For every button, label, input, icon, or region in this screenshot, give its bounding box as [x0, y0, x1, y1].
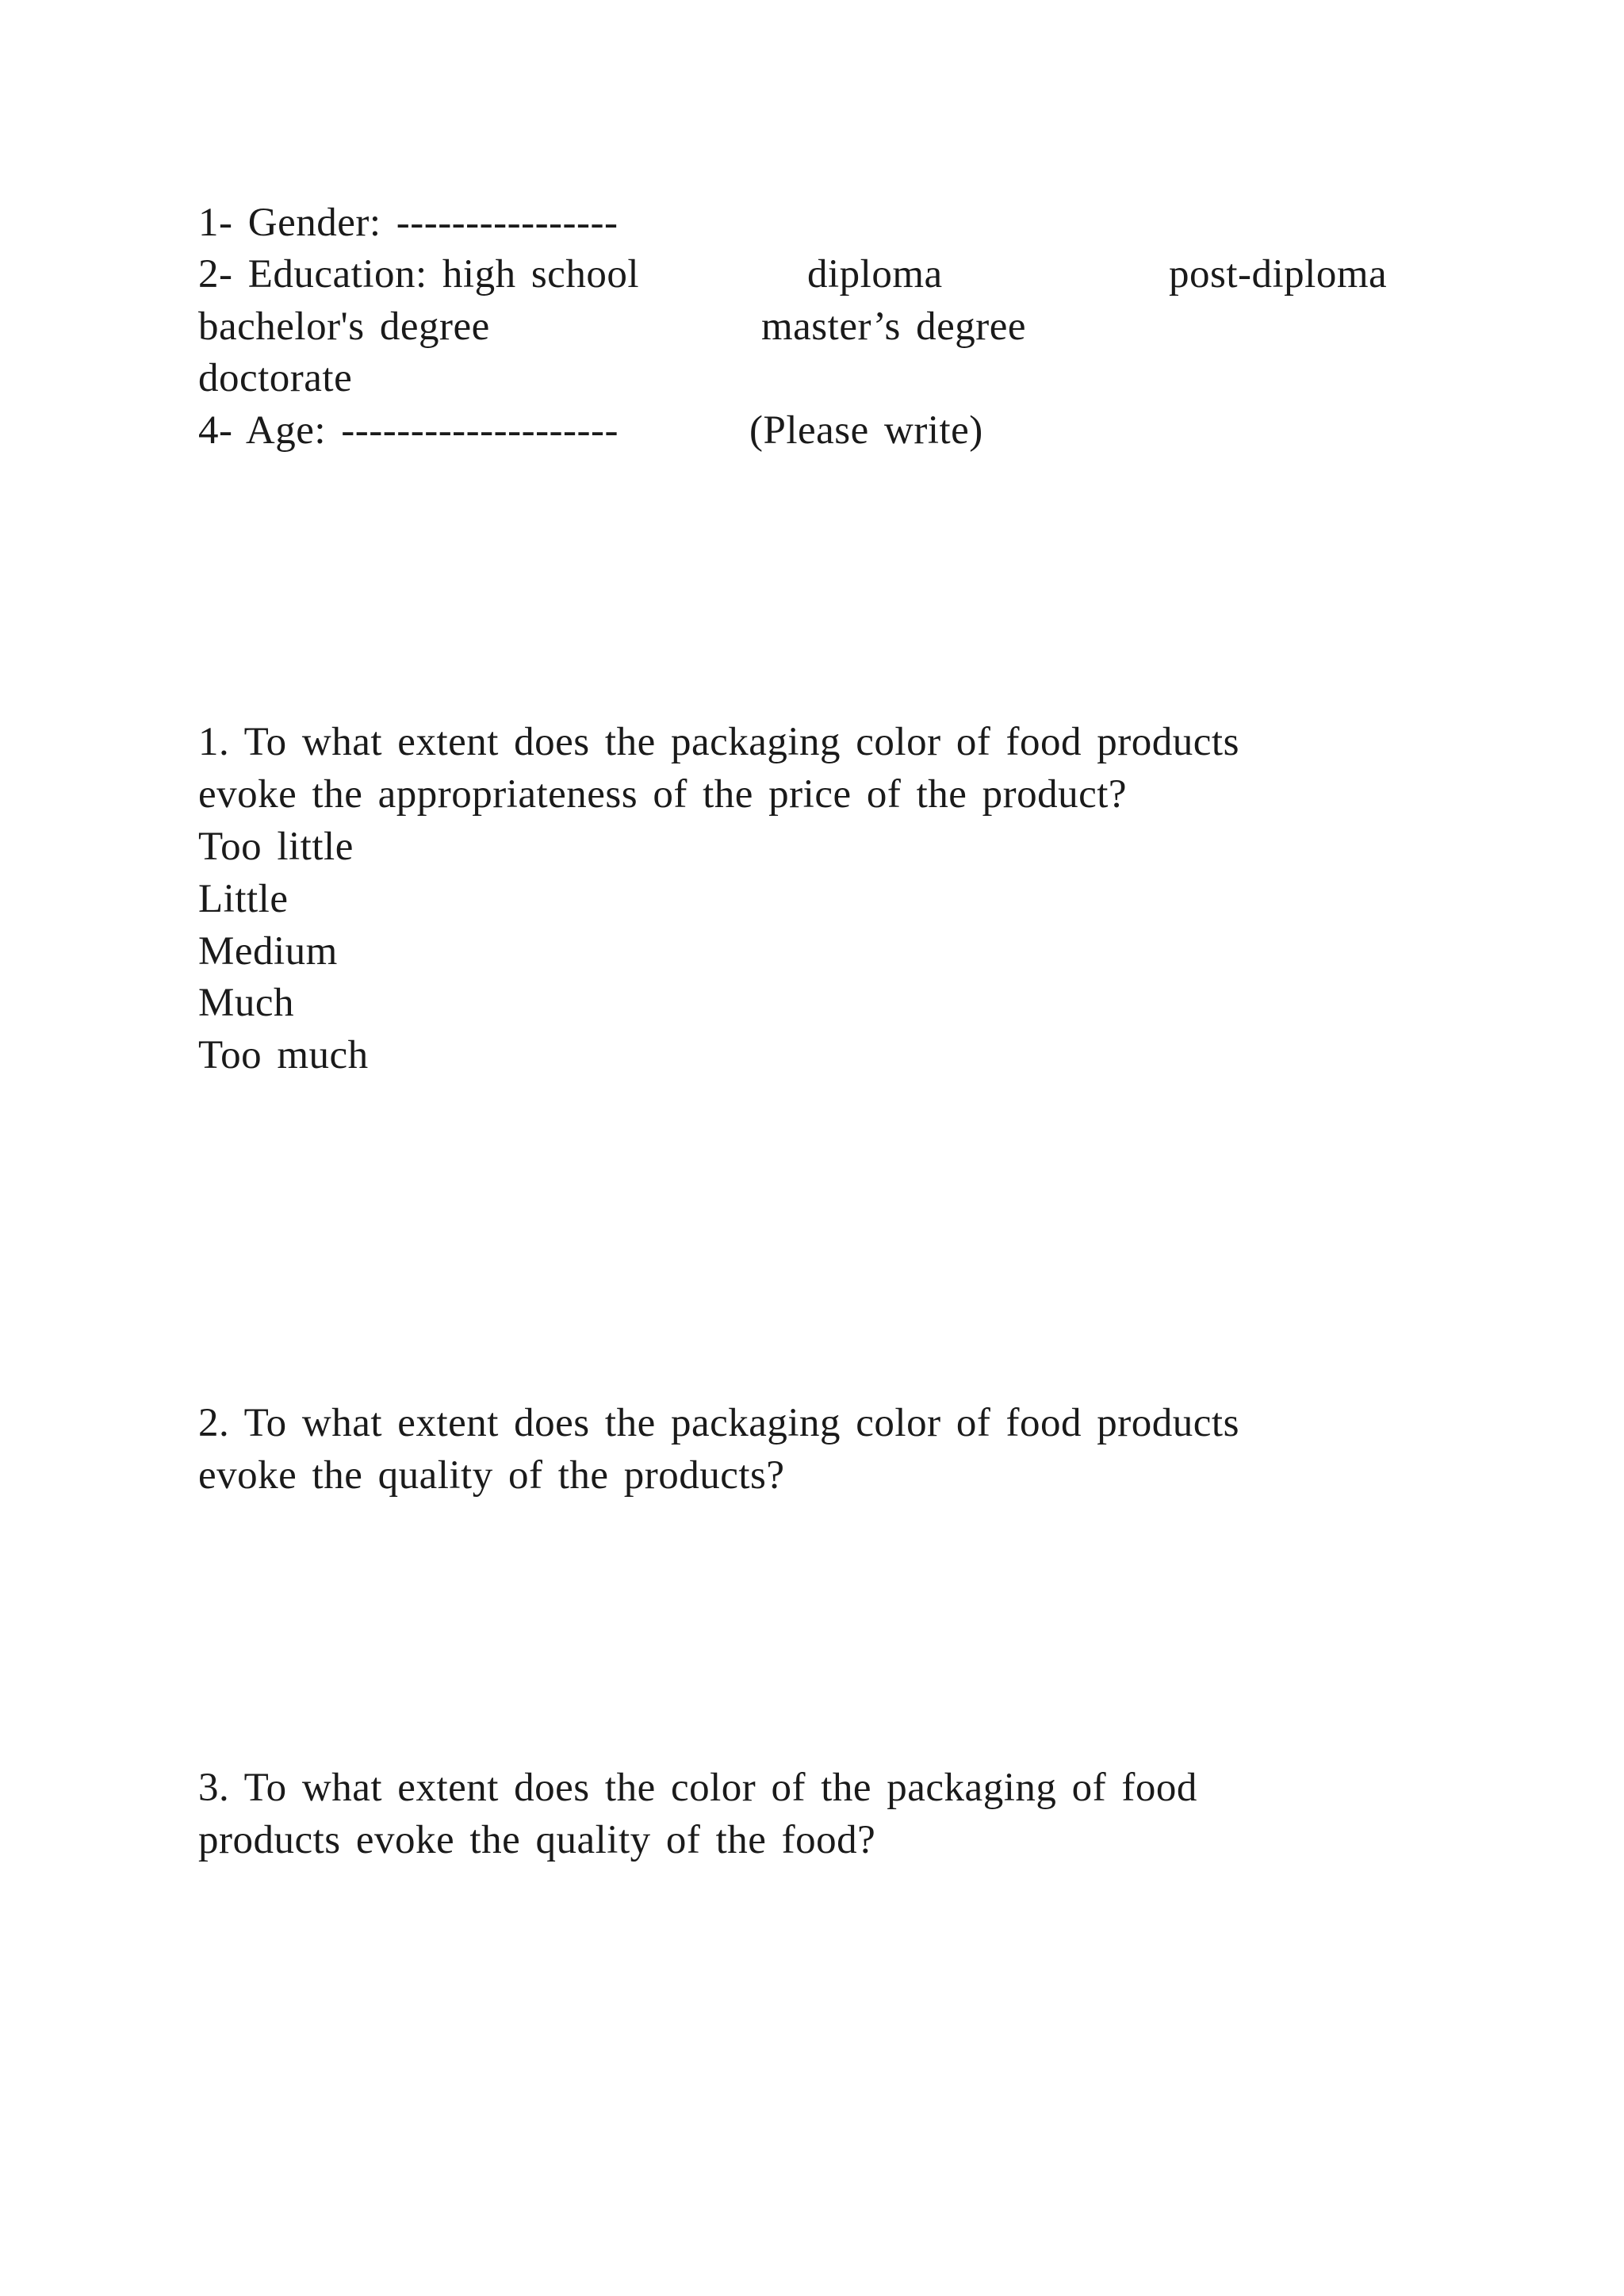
- answer-option-too-little: Too little: [198, 825, 354, 869]
- education-option-bachelor: bachelor's degree: [198, 304, 490, 349]
- gender-field: 1- Gender: ----------------: [198, 201, 619, 245]
- age-field: 4- Age: --------------------: [198, 408, 619, 453]
- education-option-doctorate: doctorate: [198, 356, 353, 400]
- education-label: 2- Education: high school: [198, 252, 639, 297]
- answer-option-medium: Medium: [198, 929, 338, 974]
- question-3-text-line-2: products evoke the quality of the food?: [198, 1818, 876, 1862]
- question-1-text-line-2: evoke the appropriateness of the price of the product?: [198, 772, 1128, 817]
- question-2-text-line-2: evoke the quality of the products?: [198, 1453, 785, 1498]
- education-option-master: master’s degree: [761, 304, 1026, 349]
- answer-option-little: Little: [198, 877, 289, 921]
- education-option-diploma: diploma: [807, 252, 943, 297]
- answer-option-much: Much: [198, 981, 294, 1025]
- question-3-text-line-1: 3. To what extent does the color of the packaging of food: [198, 1766, 1197, 1810]
- education-option-post-diploma: post-diploma: [1169, 252, 1388, 297]
- question-1-text-line-1: 1. To what extent does the packaging color of food products: [198, 720, 1239, 764]
- answer-option-too-much: Too much: [198, 1033, 369, 1077]
- age-note: (Please write): [749, 408, 983, 453]
- question-2-text-line-1: 2. To what extent does the packaging color of food products: [198, 1401, 1239, 1445]
